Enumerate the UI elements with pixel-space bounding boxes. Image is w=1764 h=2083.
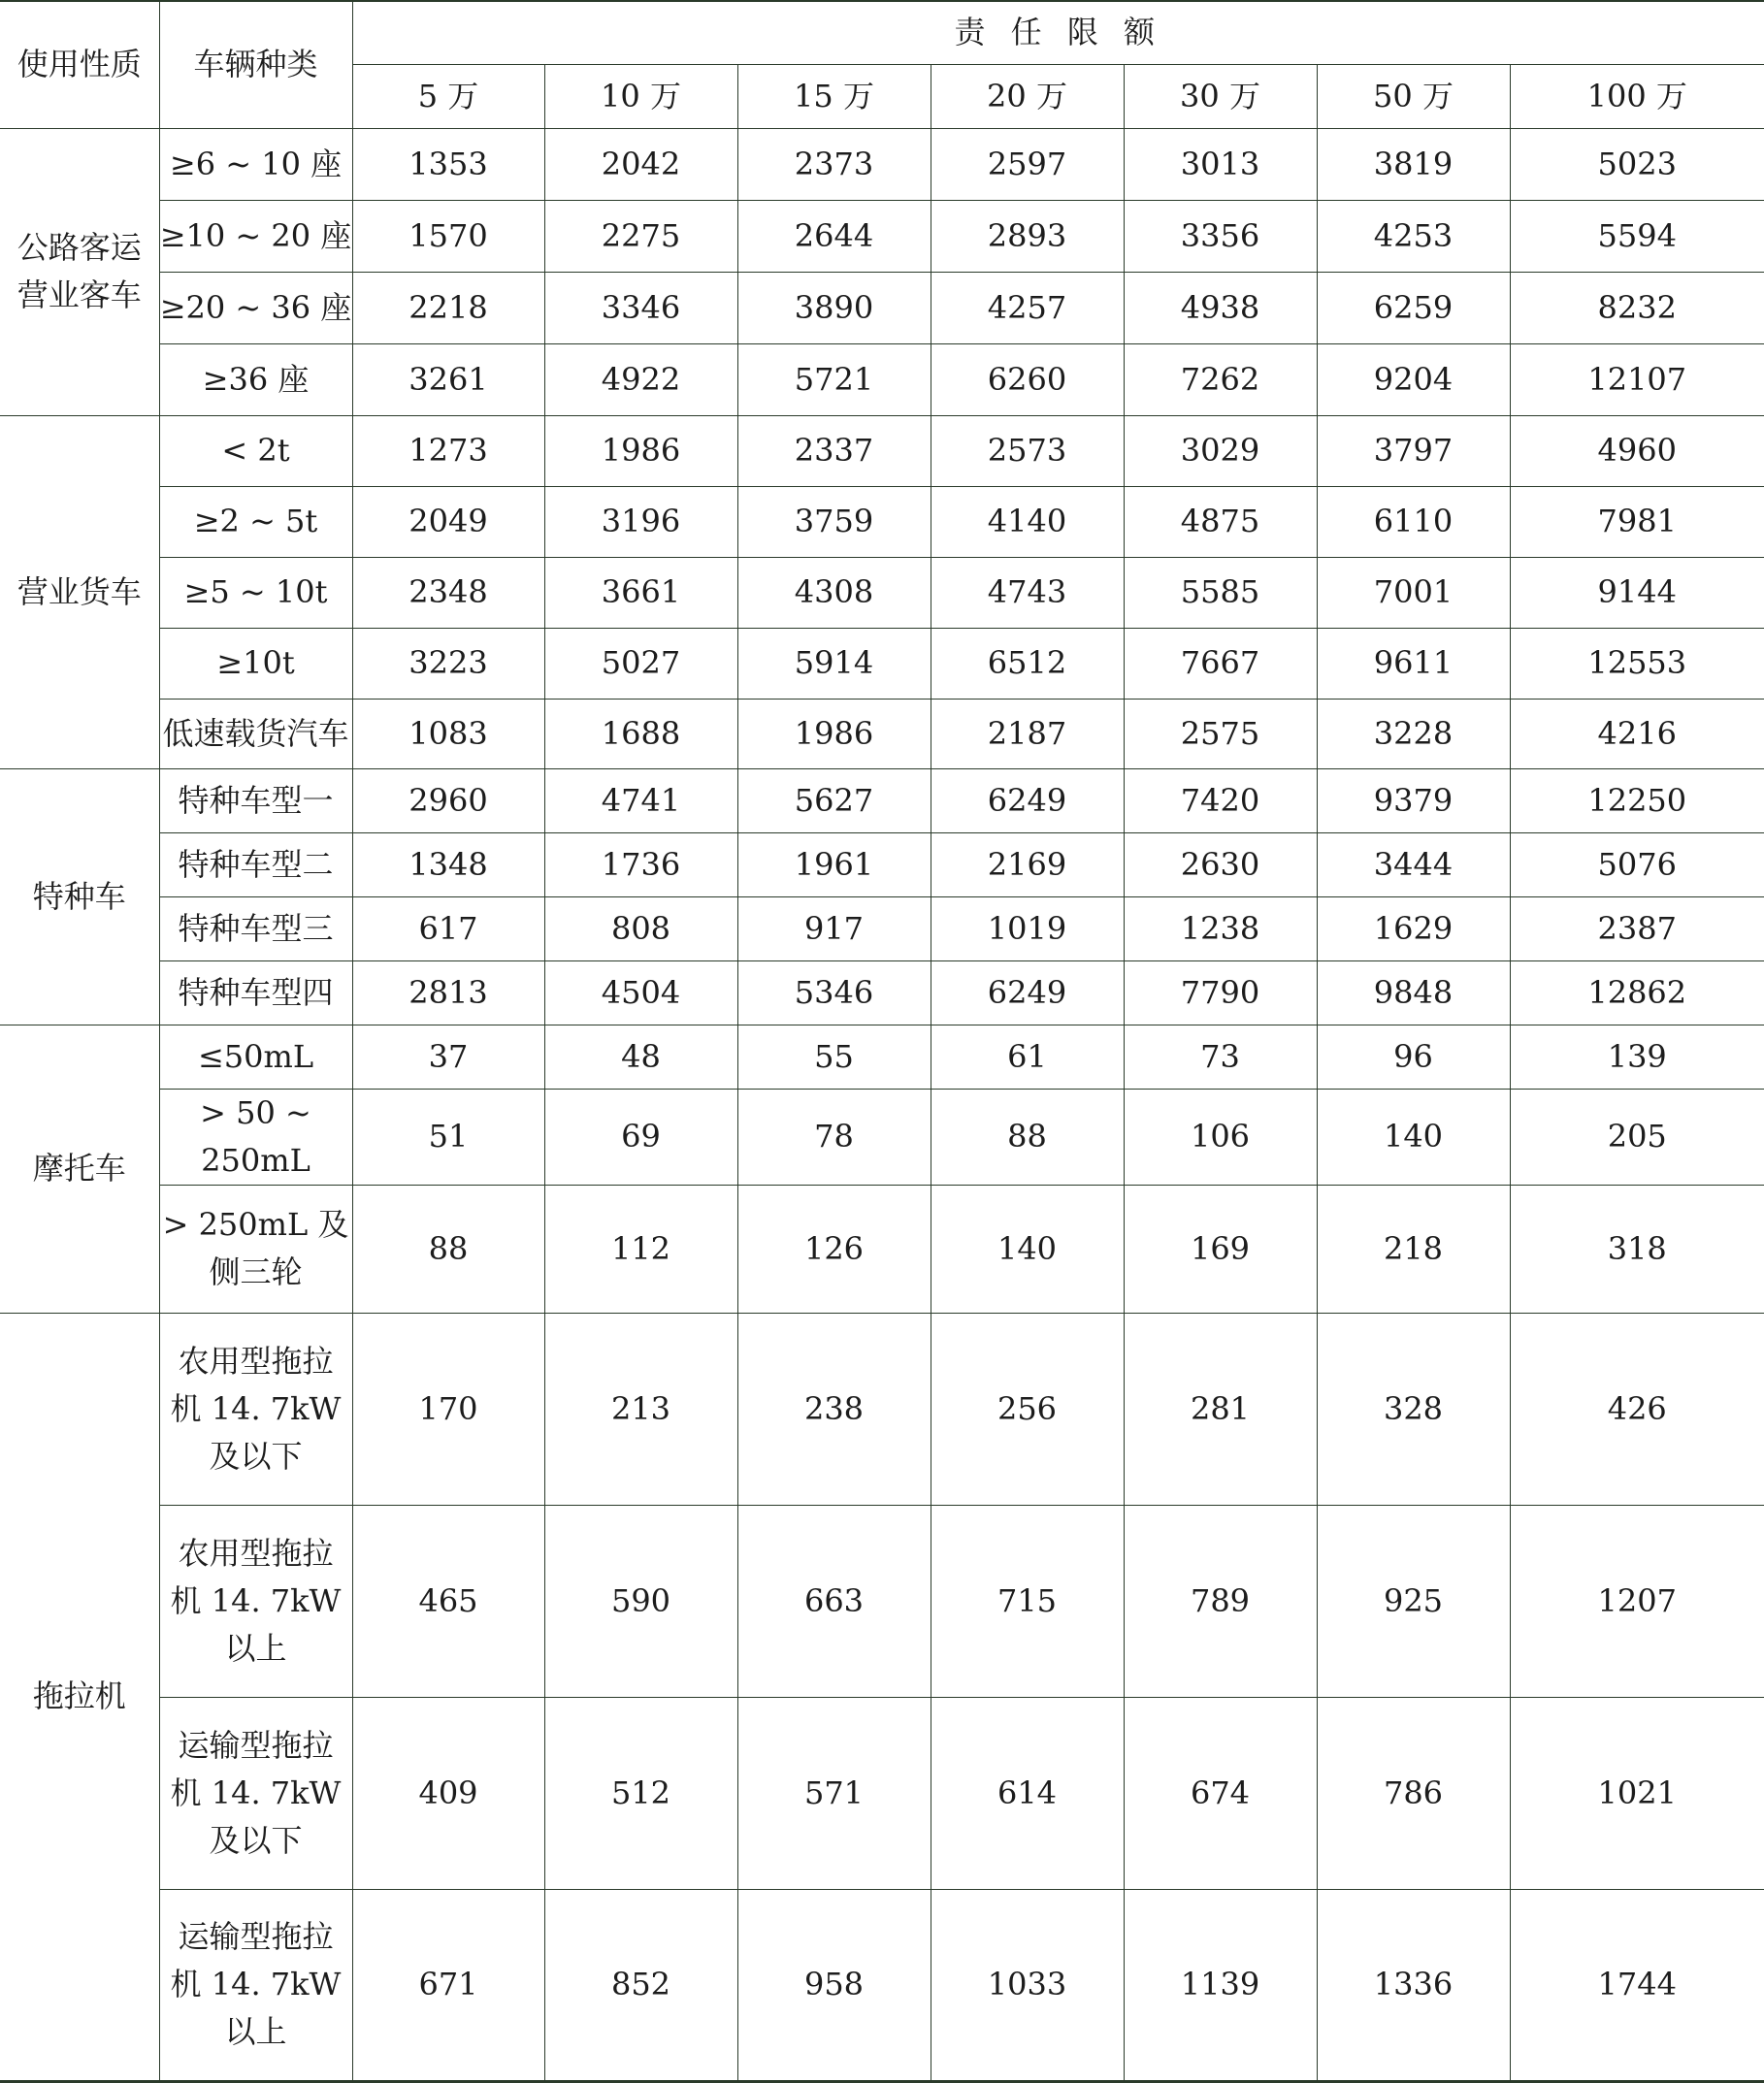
header-row-top — [0, 1, 1764, 64]
limit-header-3: 20 万 — [931, 64, 1124, 128]
premium-value-cell: 2348 — [352, 557, 544, 628]
premium-value-cell: 5585 — [1124, 557, 1317, 628]
premium-value-cell: 2573 — [931, 415, 1124, 486]
premium-value-cell: 2218 — [352, 272, 544, 343]
premium-value-cell: 2575 — [1124, 699, 1317, 768]
table-row — [0, 896, 1764, 960]
premium-value-cell: 9204 — [1317, 343, 1510, 415]
premium-value-cell: 1207 — [1510, 1505, 1764, 1697]
premium-value-cell: 9611 — [1317, 628, 1510, 699]
vehicle-type-cell: ≥10 ~ 20 座 — [159, 200, 352, 272]
premium-value-cell: 1033 — [931, 1889, 1124, 2081]
premium-value-cell: 614 — [931, 1697, 1124, 1889]
premium-value-cell: 6259 — [1317, 272, 1510, 343]
premium-value-cell: 1083 — [352, 699, 544, 768]
premium-value-cell: 318 — [1510, 1185, 1764, 1313]
premium-value-cell: 213 — [544, 1313, 737, 1505]
premium-value-cell: 2813 — [352, 960, 544, 1025]
premium-value-cell: 1986 — [544, 415, 737, 486]
usage-group-cell: 特种车 — [0, 768, 159, 1025]
vehicle-type-cell: < 2t — [159, 415, 352, 486]
usage-group-cell: 公路客运 营业客车 — [0, 128, 159, 415]
premium-value-cell: 3013 — [1124, 128, 1317, 200]
premium-value-cell: 4257 — [931, 272, 1124, 343]
premium-value-cell: 9144 — [1510, 557, 1764, 628]
limit-header-6: 100 万 — [1510, 64, 1764, 128]
premium-value-cell: 4140 — [931, 486, 1124, 557]
premium-value-cell: 3661 — [544, 557, 737, 628]
premium-value-cell: 2275 — [544, 200, 737, 272]
premium-value-cell: 1139 — [1124, 1889, 1317, 2081]
premium-value-cell: 674 — [1124, 1697, 1317, 1889]
premium-value-cell: 6249 — [931, 960, 1124, 1025]
premium-value-cell: 218 — [1317, 1185, 1510, 1313]
premium-value-cell: 12862 — [1510, 960, 1764, 1025]
premium-value-cell: 88 — [352, 1185, 544, 1313]
table-row — [0, 1505, 1764, 1697]
premium-value-cell: 1744 — [1510, 1889, 1764, 2081]
liability-limit-header: 责 任 限 额 — [352, 1, 1764, 64]
table-row — [0, 415, 1764, 486]
premium-value-cell: 512 — [544, 1697, 737, 1889]
premium-value-cell: 8232 — [1510, 272, 1764, 343]
premium-value-cell: 106 — [1124, 1089, 1317, 1185]
premium-value-cell: 7667 — [1124, 628, 1317, 699]
premium-value-cell: 2049 — [352, 486, 544, 557]
premium-value-cell: 925 — [1317, 1505, 1510, 1697]
premium-value-cell: 3196 — [544, 486, 737, 557]
premium-value-cell: 2630 — [1124, 832, 1317, 896]
premium-value-cell: 3797 — [1317, 415, 1510, 486]
premium-value-cell: 3444 — [1317, 832, 1510, 896]
vehicle-type-cell: ≤50mL — [159, 1025, 352, 1089]
table-row — [0, 1185, 1764, 1313]
premium-value-cell: 5721 — [737, 343, 931, 415]
premium-value-cell: 3356 — [1124, 200, 1317, 272]
premium-value-cell: 4504 — [544, 960, 737, 1025]
premium-value-cell: 5346 — [737, 960, 931, 1025]
usage-group-cell: 摩托车 — [0, 1025, 159, 1313]
premium-value-cell: 5914 — [737, 628, 931, 699]
vehicle-type-cell: ≥2 ~ 5t — [159, 486, 352, 557]
premium-value-cell: 4741 — [544, 768, 737, 832]
premium-value-cell: 6512 — [931, 628, 1124, 699]
premium-value-cell: 4216 — [1510, 699, 1764, 768]
limit-header-2: 15 万 — [737, 64, 931, 128]
premium-value-cell: 140 — [931, 1185, 1124, 1313]
table-row — [0, 1025, 1764, 1089]
premium-value-cell: 2644 — [737, 200, 931, 272]
premium-value-cell: 88 — [931, 1089, 1124, 1185]
table-row — [0, 1889, 1764, 2081]
table-row — [0, 200, 1764, 272]
premium-value-cell: 5027 — [544, 628, 737, 699]
premium-value-cell: 808 — [544, 896, 737, 960]
table-row — [0, 272, 1764, 343]
premium-value-cell: 786 — [1317, 1697, 1510, 1889]
premium-value-cell: 4938 — [1124, 272, 1317, 343]
premium-value-cell: 571 — [737, 1697, 931, 1889]
table-row — [0, 343, 1764, 415]
table-row — [0, 1313, 1764, 1505]
premium-value-cell: 3228 — [1317, 699, 1510, 768]
premium-value-cell: 4308 — [737, 557, 931, 628]
premium-value-cell: 6110 — [1317, 486, 1510, 557]
premium-value-cell: 7790 — [1124, 960, 1317, 1025]
vehicle-type-cell: 特种车型三 — [159, 896, 352, 960]
vehicle-type-cell: 低速载货汽车 — [159, 699, 352, 768]
premium-value-cell: 852 — [544, 1889, 737, 2081]
premium-value-cell: 51 — [352, 1089, 544, 1185]
premium-value-cell: 2373 — [737, 128, 931, 200]
premium-value-cell: 61 — [931, 1025, 1124, 1089]
premium-value-cell: 9379 — [1317, 768, 1510, 832]
premium-value-cell: 205 — [1510, 1089, 1764, 1185]
premium-value-cell: 465 — [352, 1505, 544, 1697]
premium-value-cell: 139 — [1510, 1025, 1764, 1089]
premium-value-cell: 6260 — [931, 343, 1124, 415]
table-row — [0, 1089, 1764, 1185]
usage-group-cell: 营业货车 — [0, 415, 159, 768]
premium-value-cell: 169 — [1124, 1185, 1317, 1313]
premium-value-cell: 2169 — [931, 832, 1124, 896]
premium-value-cell: 96 — [1317, 1025, 1510, 1089]
premium-value-cell: 1688 — [544, 699, 737, 768]
premium-value-cell: 3819 — [1317, 128, 1510, 200]
premium-value-cell: 1336 — [1317, 1889, 1510, 2081]
premium-value-cell: 1021 — [1510, 1697, 1764, 1889]
premium-value-cell: 78 — [737, 1089, 931, 1185]
premium-value-cell: 12250 — [1510, 768, 1764, 832]
premium-value-cell: 9848 — [1317, 960, 1510, 1025]
premium-value-cell: 73 — [1124, 1025, 1317, 1089]
premium-value-cell: 281 — [1124, 1313, 1317, 1505]
premium-value-cell: 4875 — [1124, 486, 1317, 557]
premium-value-cell: 426 — [1510, 1313, 1764, 1505]
premium-value-cell: 7262 — [1124, 343, 1317, 415]
table-row — [0, 1697, 1764, 1889]
premium-value-cell: 5023 — [1510, 128, 1764, 200]
premium-value-cell: 48 — [544, 1025, 737, 1089]
premium-value-cell: 55 — [737, 1025, 931, 1089]
premium-value-cell: 3346 — [544, 272, 737, 343]
premium-value-cell: 170 — [352, 1313, 544, 1505]
premium-value-cell: 126 — [737, 1185, 931, 1313]
vehicle-type-cell: ≥5 ~ 10t — [159, 557, 352, 628]
vehicle-type-cell: ≥6 ~ 10 座 — [159, 128, 352, 200]
premium-value-cell: 3223 — [352, 628, 544, 699]
premium-value-cell: 1629 — [1317, 896, 1510, 960]
premium-value-cell: 4960 — [1510, 415, 1764, 486]
table-row — [0, 768, 1764, 832]
premium-value-cell: 617 — [352, 896, 544, 960]
premium-value-cell: 7981 — [1510, 486, 1764, 557]
premium-value-cell: 7001 — [1317, 557, 1510, 628]
limit-header-4: 30 万 — [1124, 64, 1317, 128]
table-row — [0, 960, 1764, 1025]
premium-value-cell: 140 — [1317, 1089, 1510, 1185]
premium-value-cell: 1273 — [352, 415, 544, 486]
premium-value-cell: 12107 — [1510, 343, 1764, 415]
premium-value-cell: 1736 — [544, 832, 737, 896]
premium-value-cell: 4743 — [931, 557, 1124, 628]
premium-value-cell: 2893 — [931, 200, 1124, 272]
premium-value-cell: 3890 — [737, 272, 931, 343]
premium-value-cell: 1570 — [352, 200, 544, 272]
premium-value-cell: 4922 — [544, 343, 737, 415]
premium-value-cell: 2597 — [931, 128, 1124, 200]
table-body — [0, 128, 1764, 2081]
premium-value-cell: 112 — [544, 1185, 737, 1313]
premium-value-cell: 328 — [1317, 1313, 1510, 1505]
table-row — [0, 832, 1764, 896]
premium-value-cell: 1348 — [352, 832, 544, 896]
usage-group-cell: 拖拉机 — [0, 1313, 159, 2081]
table-row — [0, 557, 1764, 628]
premium-value-cell: 256 — [931, 1313, 1124, 1505]
premium-value-cell: 1238 — [1124, 896, 1317, 960]
premium-value-cell: 2387 — [1510, 896, 1764, 960]
premium-value-cell: 663 — [737, 1505, 931, 1697]
limit-header-0: 5 万 — [352, 64, 544, 128]
limit-header-1: 10 万 — [544, 64, 737, 128]
usage-header: 使用性质 — [0, 1, 159, 128]
premium-value-cell: 238 — [737, 1313, 931, 1505]
vehicle-type-cell: 特种车型二 — [159, 832, 352, 896]
premium-value-cell: 1986 — [737, 699, 931, 768]
premium-value-cell: 2960 — [352, 768, 544, 832]
premium-value-cell: 1961 — [737, 832, 931, 896]
premium-value-cell: 958 — [737, 1889, 931, 2081]
premium-value-cell: 789 — [1124, 1505, 1317, 1697]
premium-value-cell: 2337 — [737, 415, 931, 486]
table-row — [0, 699, 1764, 768]
vehicle-type-cell: ≥20 ~ 36 座 — [159, 272, 352, 343]
table-row — [0, 486, 1764, 557]
premium-value-cell: 69 — [544, 1089, 737, 1185]
premium-value-cell: 5076 — [1510, 832, 1764, 896]
premium-value-cell: 2042 — [544, 128, 737, 200]
vehicle-type-cell: 运输型拖拉 机 14. 7kW 及以下 — [159, 1697, 352, 1889]
premium-value-cell: 7420 — [1124, 768, 1317, 832]
vehicle-type-cell: 特种车型一 — [159, 768, 352, 832]
premium-value-cell: 4253 — [1317, 200, 1510, 272]
premium-value-cell: 3759 — [737, 486, 931, 557]
premium-value-cell: 1019 — [931, 896, 1124, 960]
premium-value-cell: 12553 — [1510, 628, 1764, 699]
premium-value-cell: 3261 — [352, 343, 544, 415]
table-row — [0, 628, 1764, 699]
vehicle-type-cell: 农用型拖拉 机 14. 7kW 及以下 — [159, 1313, 352, 1505]
table-row — [0, 128, 1764, 200]
limit-header-5: 50 万 — [1317, 64, 1510, 128]
premium-value-cell: 409 — [352, 1697, 544, 1889]
premium-value-cell: 1353 — [352, 128, 544, 200]
vehicle-type-cell: 运输型拖拉 机 14. 7kW 以上 — [159, 1889, 352, 2081]
premium-value-cell: 5594 — [1510, 200, 1764, 272]
premium-value-cell: 671 — [352, 1889, 544, 2081]
vehicle-type-header: 车辆种类 — [159, 1, 352, 128]
premium-value-cell: 5627 — [737, 768, 931, 832]
vehicle-type-cell: 农用型拖拉 机 14. 7kW 以上 — [159, 1505, 352, 1697]
premium-value-cell: 715 — [931, 1505, 1124, 1697]
premium-value-cell: 6249 — [931, 768, 1124, 832]
vehicle-type-cell: > 250mL 及 侧三轮 — [159, 1185, 352, 1313]
vehicle-type-cell: > 50 ~ 250mL — [159, 1089, 352, 1185]
vehicle-type-cell: ≥36 座 — [159, 343, 352, 415]
premium-value-cell: 590 — [544, 1505, 737, 1697]
premium-value-cell: 3029 — [1124, 415, 1317, 486]
premium-value-cell: 917 — [737, 896, 931, 960]
vehicle-type-cell: 特种车型四 — [159, 960, 352, 1025]
premium-value-cell: 2187 — [931, 699, 1124, 768]
premium-value-cell: 37 — [352, 1025, 544, 1089]
vehicle-type-cell: ≥10t — [159, 628, 352, 699]
